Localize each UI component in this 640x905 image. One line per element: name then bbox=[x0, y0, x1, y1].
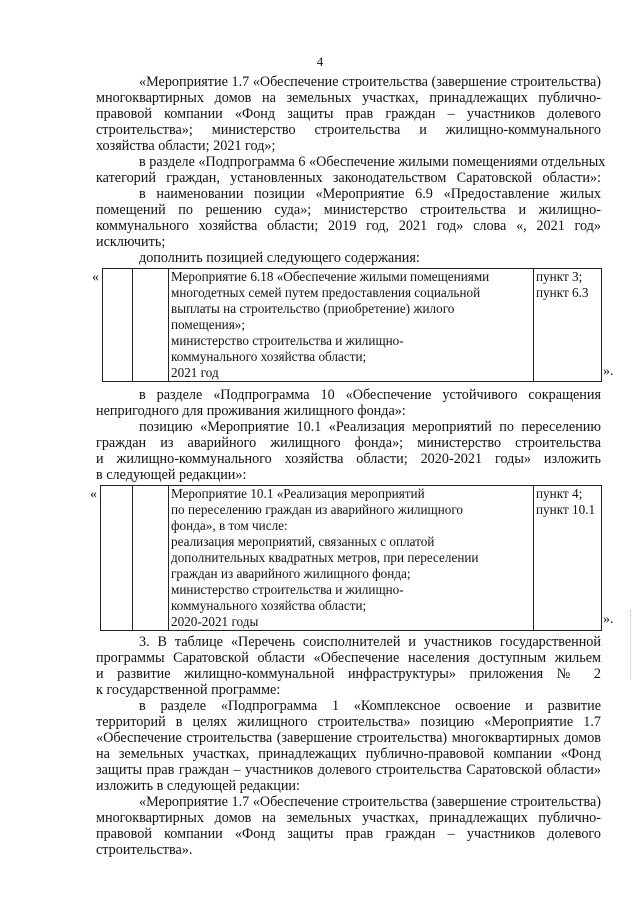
text-line: и развитие жилищно-коммунальной инфраструктуры» приложения № 2 bbox=[96, 666, 601, 682]
table1-text-line: многодетных семей путем предоставления социальной bbox=[171, 285, 481, 300]
table2-cell-points bbox=[534, 486, 602, 631]
text-line: «Обеспечение строительства (завершение строительства) многоквартирных домов bbox=[96, 730, 601, 746]
table1-text-line: Мероприятие 6.18 «Обеспечение жилыми помещениями bbox=[171, 269, 490, 284]
text-line: в наименовании позиции «Мероприятие 6.9 «Предоставление жилых bbox=[139, 186, 601, 202]
text-line: помещений по решению суда»; министерство строительства и жилищно- bbox=[96, 202, 601, 218]
table1-close-quote: ». bbox=[603, 364, 614, 379]
table-measure-6-18 bbox=[102, 268, 602, 382]
text-line: территорий в целях жилищного строительства» позицию «Мероприятие 1.7 bbox=[96, 714, 601, 730]
text-line: дополнить позицией следующего содержания: bbox=[139, 250, 420, 266]
table1-cell-empty-2 bbox=[133, 269, 169, 382]
table2-text-line: реализация мероприятий, связанных с оплатой bbox=[171, 534, 435, 549]
table2-text-line: Мероприятие 10.1 «Реализация мероприятий bbox=[171, 486, 425, 501]
text-line: в следующей редакции»: bbox=[96, 467, 247, 483]
text-line: и жилищно-коммунального хозяйства области; 2020-2021 годы» изложить bbox=[96, 451, 601, 467]
table1-cell-text bbox=[169, 269, 534, 382]
table1-text-line: выплаты на строительство (приобретение) жилого bbox=[171, 301, 455, 316]
table-measure-10-1 bbox=[100, 485, 602, 631]
table2-text-line: граждан из аварийного жилищного фонда; bbox=[171, 566, 411, 581]
text-line: в разделе «Подпрограмма 6 «Обеспечение жилыми помещениями отдельных bbox=[139, 154, 606, 170]
text-line: позицию «Мероприятие 10.1 «Реализация мероприятий по переселению bbox=[139, 419, 601, 435]
text-line: граждан из аварийного жилищного фонда»; министерство строительства bbox=[96, 435, 601, 451]
table2-cell-text bbox=[169, 486, 534, 631]
table2-text-line: коммунального хозяйства области; bbox=[171, 598, 367, 613]
text-line: непригодного для проживания жилищного фонда»: bbox=[96, 403, 406, 419]
text-line: хозяйства области; 2021 год»; bbox=[96, 138, 276, 154]
text-line: правовой компании «Фонд защиты прав граждан – участников долевого bbox=[96, 106, 601, 122]
text-line: строительства». bbox=[96, 842, 193, 858]
table2-cell-empty-1 bbox=[101, 486, 133, 631]
scan-edge-mark bbox=[630, 610, 632, 680]
text-line: к государственной программе: bbox=[96, 682, 281, 698]
table2-close-quote: ». bbox=[603, 612, 614, 627]
text-line: изложить в следующей редакции: bbox=[96, 778, 300, 794]
table1-text-line: министерство строительства и жилищно- bbox=[171, 333, 404, 348]
text-line: исключить; bbox=[96, 234, 166, 250]
table1-cell-empty-1 bbox=[103, 269, 133, 382]
text-line: многоквартирных домов на земельных участках, принадлежащих публично- bbox=[96, 90, 601, 106]
table2-point: пункт 4; bbox=[536, 486, 583, 501]
table2-text-line: министерство строительства и жилищно- bbox=[171, 582, 404, 597]
text-line: строительства»; министерство строительства и жилищно-коммунального bbox=[96, 122, 601, 138]
table2-text-line: 2020-2021 годы bbox=[171, 614, 259, 629]
table2-text-line: фонда», в том числе: bbox=[171, 518, 288, 533]
table2-text-line: дополнительных квадратных метров, при переселении bbox=[171, 550, 479, 565]
table2-open-quote: « bbox=[90, 487, 97, 502]
table1-text-line: помещения»; bbox=[171, 317, 246, 332]
text-line: программы Саратовской области «Обеспечение населения доступным жильем bbox=[96, 650, 601, 666]
text-line: на земельных участках, принадлежащих публично-правовой компании «Фонд bbox=[96, 746, 601, 762]
table1-text-line: коммунального хозяйства области; bbox=[171, 349, 367, 364]
table2-point: пункт 10.1 bbox=[536, 502, 596, 517]
text-line: в разделе «Подпрограмма 10 «Обеспечение устойчивого сокращения bbox=[139, 387, 601, 403]
page-number: 4 bbox=[316, 54, 324, 69]
text-line: категорий граждан, установленных законодательством Саратовской области»: bbox=[96, 170, 601, 186]
table1-point: пункт 3; bbox=[536, 269, 583, 284]
table2-cell-empty-2 bbox=[133, 486, 169, 631]
text-line: 3. В таблице «Перечень соисполнителей и участников государственной bbox=[139, 634, 601, 650]
table1-open-quote: « bbox=[92, 270, 99, 285]
table1-point: пункт 6.3 bbox=[536, 285, 589, 300]
text-line: «Мероприятие 1.7 «Обеспечение строительства (завершение строительства) bbox=[139, 794, 601, 810]
text-line: в разделе «Подпрограмма 1 «Комплексное освоение и развитие bbox=[139, 698, 601, 714]
text-line: защиты прав граждан – участников долевого строительства Саратовской области» bbox=[96, 762, 601, 778]
text-line: коммунального хозяйства области; 2019 год, 2021 год» слова «, 2021 год» bbox=[96, 218, 601, 234]
text-line: правовой компании «Фонд защиты прав граждан – участников долевого bbox=[96, 826, 601, 842]
text-line: «Мероприятие 1.7 «Обеспечение строительства (завершение строительства) bbox=[139, 74, 601, 90]
table1-cell-points bbox=[534, 269, 602, 382]
table2-text-line: по переселению граждан из аварийного жилищного bbox=[171, 502, 464, 517]
table1-text-line: 2021 год bbox=[171, 365, 219, 380]
text-line: многоквартирных домов на земельных участках, принадлежащих публично- bbox=[96, 810, 601, 826]
